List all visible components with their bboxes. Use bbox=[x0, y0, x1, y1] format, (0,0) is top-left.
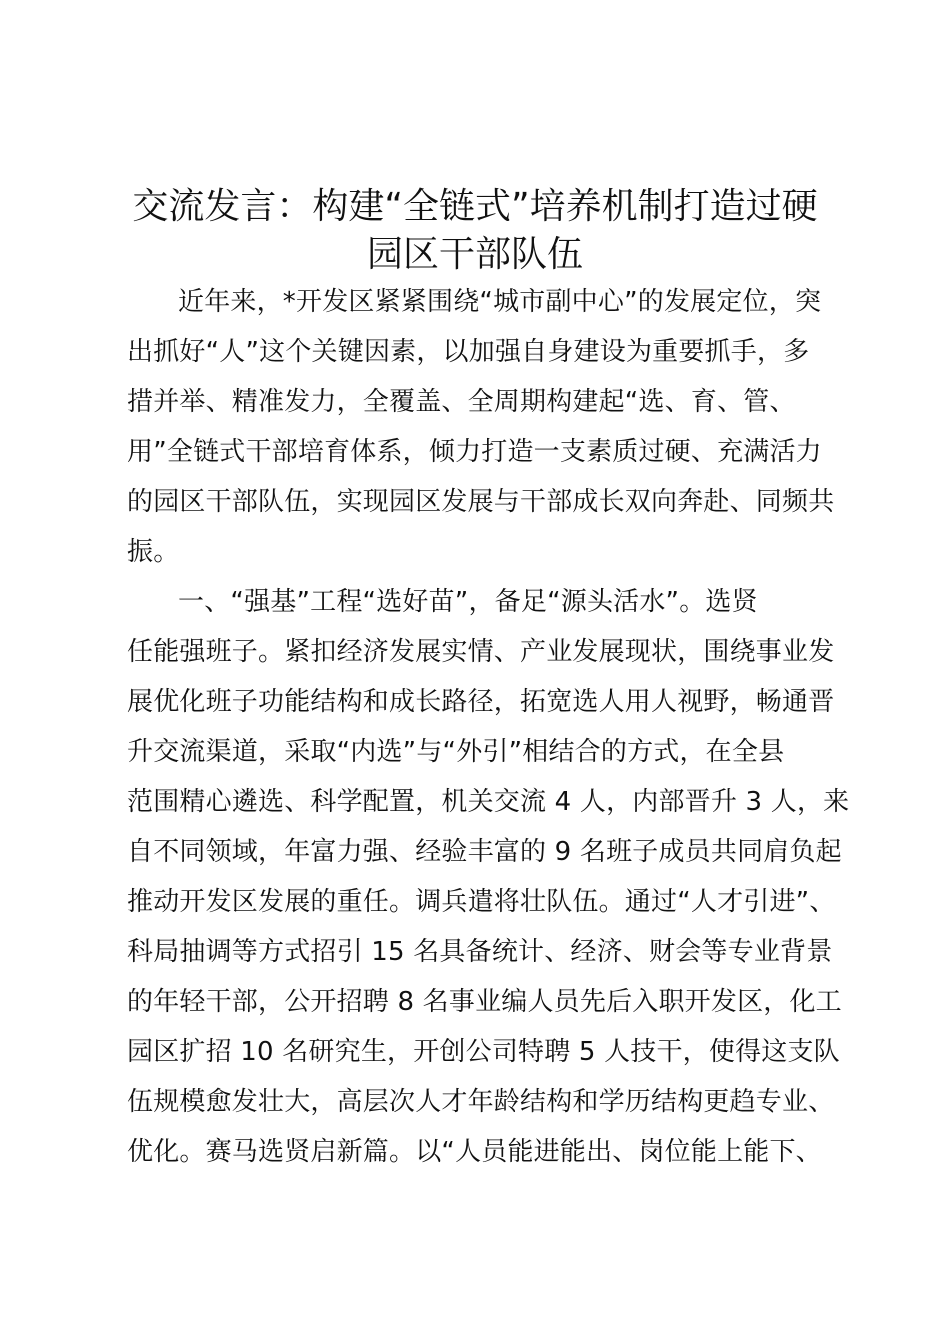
document-title-line-1: 交流发言：构建“全链式”培养机制打造过硬 bbox=[132, 186, 818, 227]
paragraph-line: 展优化班子功能结构和成长路径，拓宽选人用人视野，畅通晋 bbox=[127, 687, 835, 717]
paragraph-line: 的年轻干部，公开招聘 8 名事业编人员先后入职开发区，化工 bbox=[127, 987, 842, 1017]
paragraph-line: 的园区干部队伍，实现园区发展与干部成长双向奔赴、同频共 bbox=[127, 487, 835, 517]
paragraph-line: 优化。赛马选贤启新篇。以“人员能进能出、岗位能上能下、 bbox=[127, 1137, 822, 1167]
paragraph-line: 任能强班子。紧扣经济发展实情、产业发展现状，围绕事业发 bbox=[127, 637, 835, 667]
paragraph-line: 自不同领域，年富力强、经验丰富的 9 名班子成员共同肩负起 bbox=[127, 837, 842, 867]
paragraph-line: 伍规模愈发壮大，高层次人才年龄结构和学历结构更趋专业、 bbox=[127, 1087, 835, 1117]
paragraph-line: 升交流渠道，采取“内选”与“外引”相结合的方式，在全县 bbox=[127, 737, 785, 767]
paragraph-line: 园区扩招 10 名研究生，开创公司特聘 5 人技干，使得这支队 bbox=[127, 1037, 840, 1067]
paragraph-line: 范围精心遴选、科学配置，机关交流 4 人，内部晋升 3 人，来 bbox=[127, 787, 850, 817]
paragraph-line: 出抓好“人”这个关键因素，以加强自身建设为重要抓手，多 bbox=[127, 337, 810, 367]
paragraph-line: 近年来，*开发区紧紧围绕“城市副中心”的发展定位，突 bbox=[178, 287, 822, 317]
paragraph-line: 振。 bbox=[127, 537, 180, 567]
paragraph-line: 科局抽调等方式招引 15 名具备统计、经济、财会等专业背景 bbox=[127, 937, 833, 967]
paragraph-line: 一、“强基”工程“选好苗”，备足“源头活水”。选贤 bbox=[178, 587, 758, 617]
paragraph-line: 措并举、精准发力，全覆盖、全周期构建起“选、育、管、 bbox=[127, 387, 796, 417]
paragraph-line: 推动开发区发展的重任。调兵遣将壮队伍。通过“人才引进”、 bbox=[127, 887, 836, 917]
document-title-line-2: 园区干部队伍 bbox=[366, 234, 583, 275]
paragraph-line: 用”全链式干部培育体系，倾力打造一支素质过硬、充满活力 bbox=[127, 437, 822, 467]
